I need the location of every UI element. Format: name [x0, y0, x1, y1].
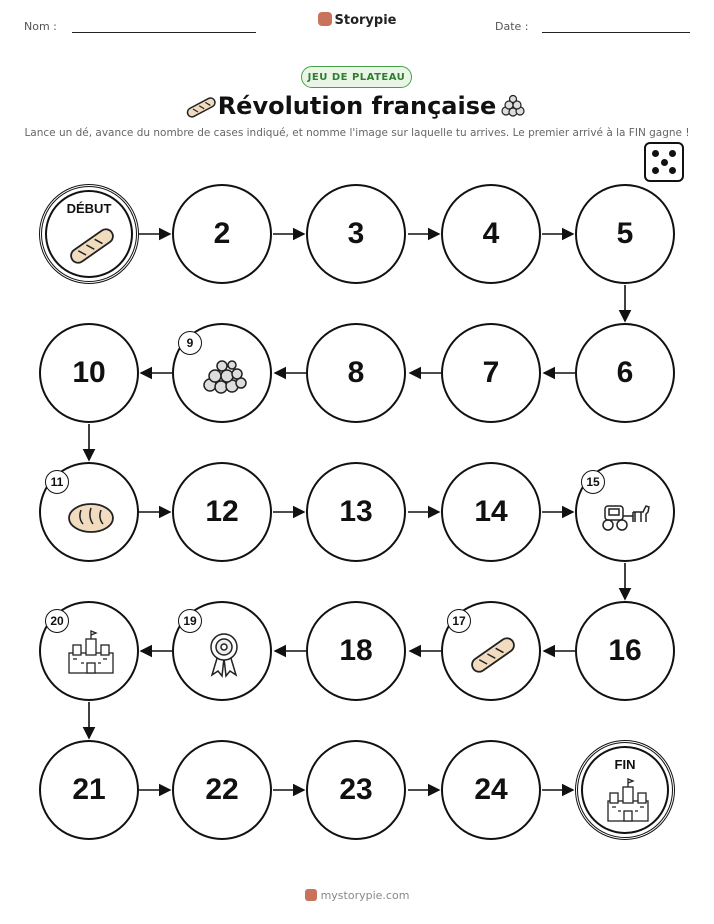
baguette-icon	[64, 221, 120, 271]
board-space-start	[39, 184, 139, 284]
board-space-12: 12	[172, 462, 272, 562]
board-space-3: 3	[306, 184, 406, 284]
board-space-2: 2	[172, 184, 272, 284]
board-space-22: 22	[172, 740, 272, 840]
board-space-5: 5	[575, 184, 675, 284]
cockade-ribbon-icon	[196, 629, 252, 679]
board-space-4: 4	[441, 184, 541, 284]
finish-label: FIN	[614, 757, 636, 772]
castle-icon	[600, 777, 656, 827]
start-label: DÉBUT	[66, 201, 112, 216]
board-space-9	[172, 323, 272, 423]
name-label: Nom :	[24, 20, 57, 33]
footer	[0, 889, 714, 902]
board-space-13: 13	[306, 462, 406, 562]
horse-carriage-icon	[599, 490, 655, 540]
space-number-badge: 15	[581, 470, 605, 494]
board-space-10: 10	[39, 323, 139, 423]
space-number-badge: 17	[447, 609, 471, 633]
board-space-8: 8	[306, 323, 406, 423]
board-space-23: 23	[306, 740, 406, 840]
page-title: Révolution française	[217, 92, 497, 120]
date-label: Date :	[495, 20, 529, 33]
board-space-16: 16	[575, 601, 675, 701]
space-number-badge: 20	[45, 609, 69, 633]
bread-icon	[63, 490, 119, 540]
board-space-21: 21	[39, 740, 139, 840]
instructions: Lance un dé, avance du nombre de cases indiqué, et nomme l'image sur laquelle tu arrives. Le premier arrivé à la FIN gagne !	[24, 127, 690, 139]
board-space-15	[575, 462, 675, 562]
board-space-11	[39, 462, 139, 562]
footer-url[interactable]: mystorypie.com	[320, 889, 410, 902]
board-space-7: 7	[441, 323, 541, 423]
board-space-20	[39, 601, 139, 701]
game-type-badge: JEU DE PLATEAU	[301, 66, 412, 88]
rubble-icon	[196, 351, 252, 401]
board-space-18: 18	[306, 601, 406, 701]
board-space-6: 6	[575, 323, 675, 423]
board-space-14: 14	[441, 462, 541, 562]
board-space-19	[172, 601, 272, 701]
board-space-finish	[575, 740, 675, 840]
brand-name: Storypie	[334, 13, 397, 28]
space-number-badge: 19	[178, 609, 202, 633]
baguette-icon	[465, 629, 521, 679]
board-space-24: 24	[441, 740, 541, 840]
castle-icon	[63, 629, 119, 679]
board-space-17	[441, 601, 541, 701]
storypie-logo-icon	[305, 889, 317, 901]
space-number-badge: 11	[45, 470, 69, 494]
space-number-badge: 9	[178, 331, 202, 355]
